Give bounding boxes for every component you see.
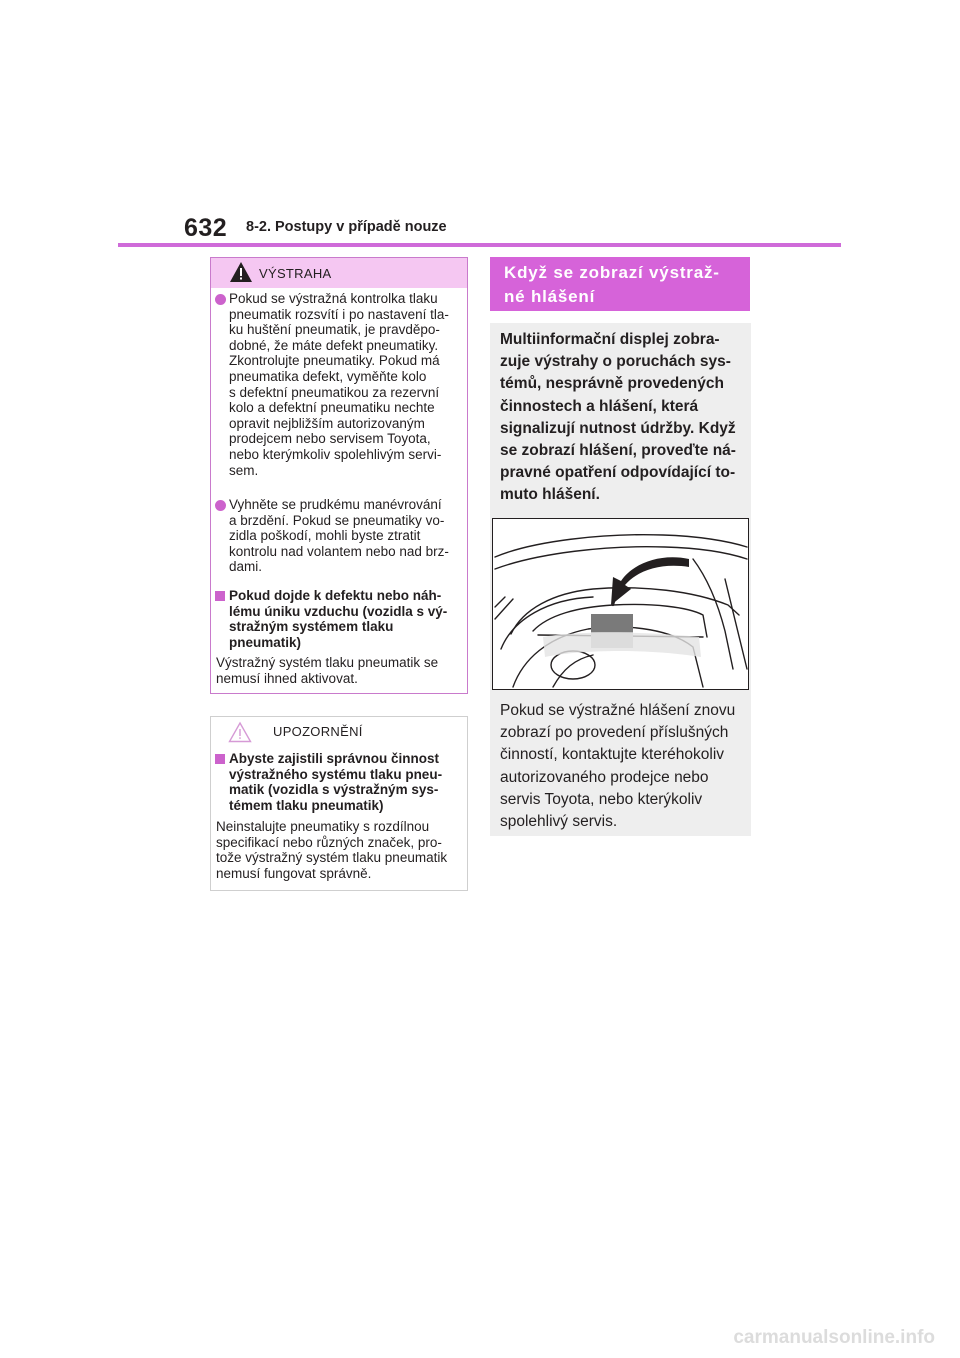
section-header: 8-2. Postupy v případě nouze (246, 219, 447, 235)
text-line: dami. (229, 559, 263, 575)
display-upper (591, 614, 633, 632)
text-line: autorizovaného prodejce nebo (500, 768, 709, 786)
text-line: témů, nesprávně provedených (500, 375, 724, 393)
text-line: zidla poškodí, mohli byste ztratit (229, 528, 421, 544)
text-line: se zobrazí hlášení, proveďte ná- (500, 442, 736, 460)
text-line: s defektní pneumatikou za rezervní (229, 384, 440, 400)
warning-triangle-outline-icon (228, 721, 252, 743)
warning-bullet-1 (215, 291, 467, 478)
watermark-logo (696, 1326, 936, 1348)
text-line: Vyhněte se prudkému manévrování (229, 497, 442, 512)
text-line: lému úniku vzduchu (vozidla s vý- (229, 603, 448, 619)
text-line: matik (vozidla s výstražným sys- (229, 782, 439, 798)
dashboard-drawing (493, 519, 748, 689)
notice-box (210, 716, 468, 891)
warning-subheading (215, 588, 467, 650)
text-line: činností, kontaktujte kteréhokoliv (500, 746, 725, 764)
text-line: sem. (229, 462, 259, 478)
warning-paragraph (216, 655, 468, 686)
text-line: muto hlášení. (500, 486, 600, 504)
bullet-dot-icon (215, 500, 226, 511)
text-line: Výstražný systém tlaku pneumatik se (216, 655, 439, 670)
text-line: zuje výstrahy o poruchách sys- (500, 353, 731, 371)
text-line: Pokud se výstražná kontrolka tlaku (229, 291, 438, 306)
text-line: dobné, že máte defekt pneumatiky. (229, 337, 439, 353)
text-line: servis Toyota, nebo kterýkoliv (500, 790, 703, 808)
text-line: stražným systémem tlaku (229, 619, 394, 635)
text-line: Neinstalujte pneumatiky s rozdílnou (216, 819, 430, 834)
notice-title: UPOZORNĚNÍ (273, 724, 363, 739)
text-line: spolehlivý servis. (500, 813, 618, 831)
text-line: kontrolu nad volantem nebo nad brz- (229, 543, 449, 559)
text-line: kolo a defektní pneumatiku nechte (229, 400, 435, 416)
bullet-square-icon (215, 754, 225, 764)
text-line: Abyste zajistili správnou činnost (229, 751, 440, 766)
warning-title: VÝSTRAHA (259, 266, 332, 281)
text-line: nemusí ihned aktivovat. (216, 670, 358, 686)
text-line: pravné opatření odpovídající to- (500, 464, 736, 482)
notice-subheading (215, 751, 467, 813)
text-line: pneumatik rozsvítí i po nastavení tla- (229, 306, 449, 322)
text-line: ku huštění pneumatik, je pravděpo- (229, 322, 440, 338)
text-line: a brzdění. Pokud se pneumatiky vo- (229, 512, 445, 528)
text-line: Multiinformační displej zobra- (500, 331, 720, 348)
text-line: výstražného systému tlaku pneu- (229, 766, 443, 782)
watermark-text: carmanualsonline.info (733, 1327, 935, 1348)
text-line: témem tlaku pneumatik) (229, 797, 384, 813)
page-number: 632 (184, 214, 228, 242)
text-line: opravit nejbližším autorizovaným (229, 415, 425, 431)
notice-header (211, 717, 467, 750)
text-line: Pokud se výstražné hlášení znovu (500, 702, 736, 719)
caption-text (500, 700, 746, 833)
text-line: tože výstražný systém tlaku pneumatik (216, 850, 448, 866)
text-line: nemusí fungovat správně. (216, 865, 372, 881)
text-line: pneumatika defekt, vyměňte kolo (229, 368, 427, 384)
bullet-dot-icon (215, 294, 226, 305)
warning-triangle-filled-icon (229, 261, 253, 283)
header-rule (118, 243, 841, 247)
text-line: pneumatik) (229, 634, 302, 650)
text-line: zobrazí po provedení příslušných (500, 724, 729, 742)
text-line: činnostech a hlášení, která (500, 397, 699, 415)
text-line: signalizují nutnost údržby. Když (500, 419, 736, 437)
title-line: né hlášení (504, 287, 596, 306)
dashboard-illustration (492, 518, 749, 690)
warning-header (211, 258, 467, 288)
title-line: Když se zobrazí výstraž- (504, 263, 720, 282)
bullet-square-icon (215, 591, 225, 601)
warning-bullet-2 (215, 497, 467, 575)
notice-paragraph (216, 819, 468, 881)
text-line: Zkontrolujte pneumatiky. Pokud má (229, 353, 440, 369)
text-line: specifikací nebo různých značek, pro- (216, 834, 442, 850)
warning-box (210, 257, 468, 694)
section-title (490, 257, 750, 311)
text-line: prodejcem nebo servisem Toyota, (229, 431, 431, 447)
intro-text (500, 329, 750, 507)
text-line: nebo kterýmkoliv spolehlivým servi- (229, 446, 442, 462)
text-line: Pokud dojde k defektu nebo náh- (229, 588, 442, 603)
